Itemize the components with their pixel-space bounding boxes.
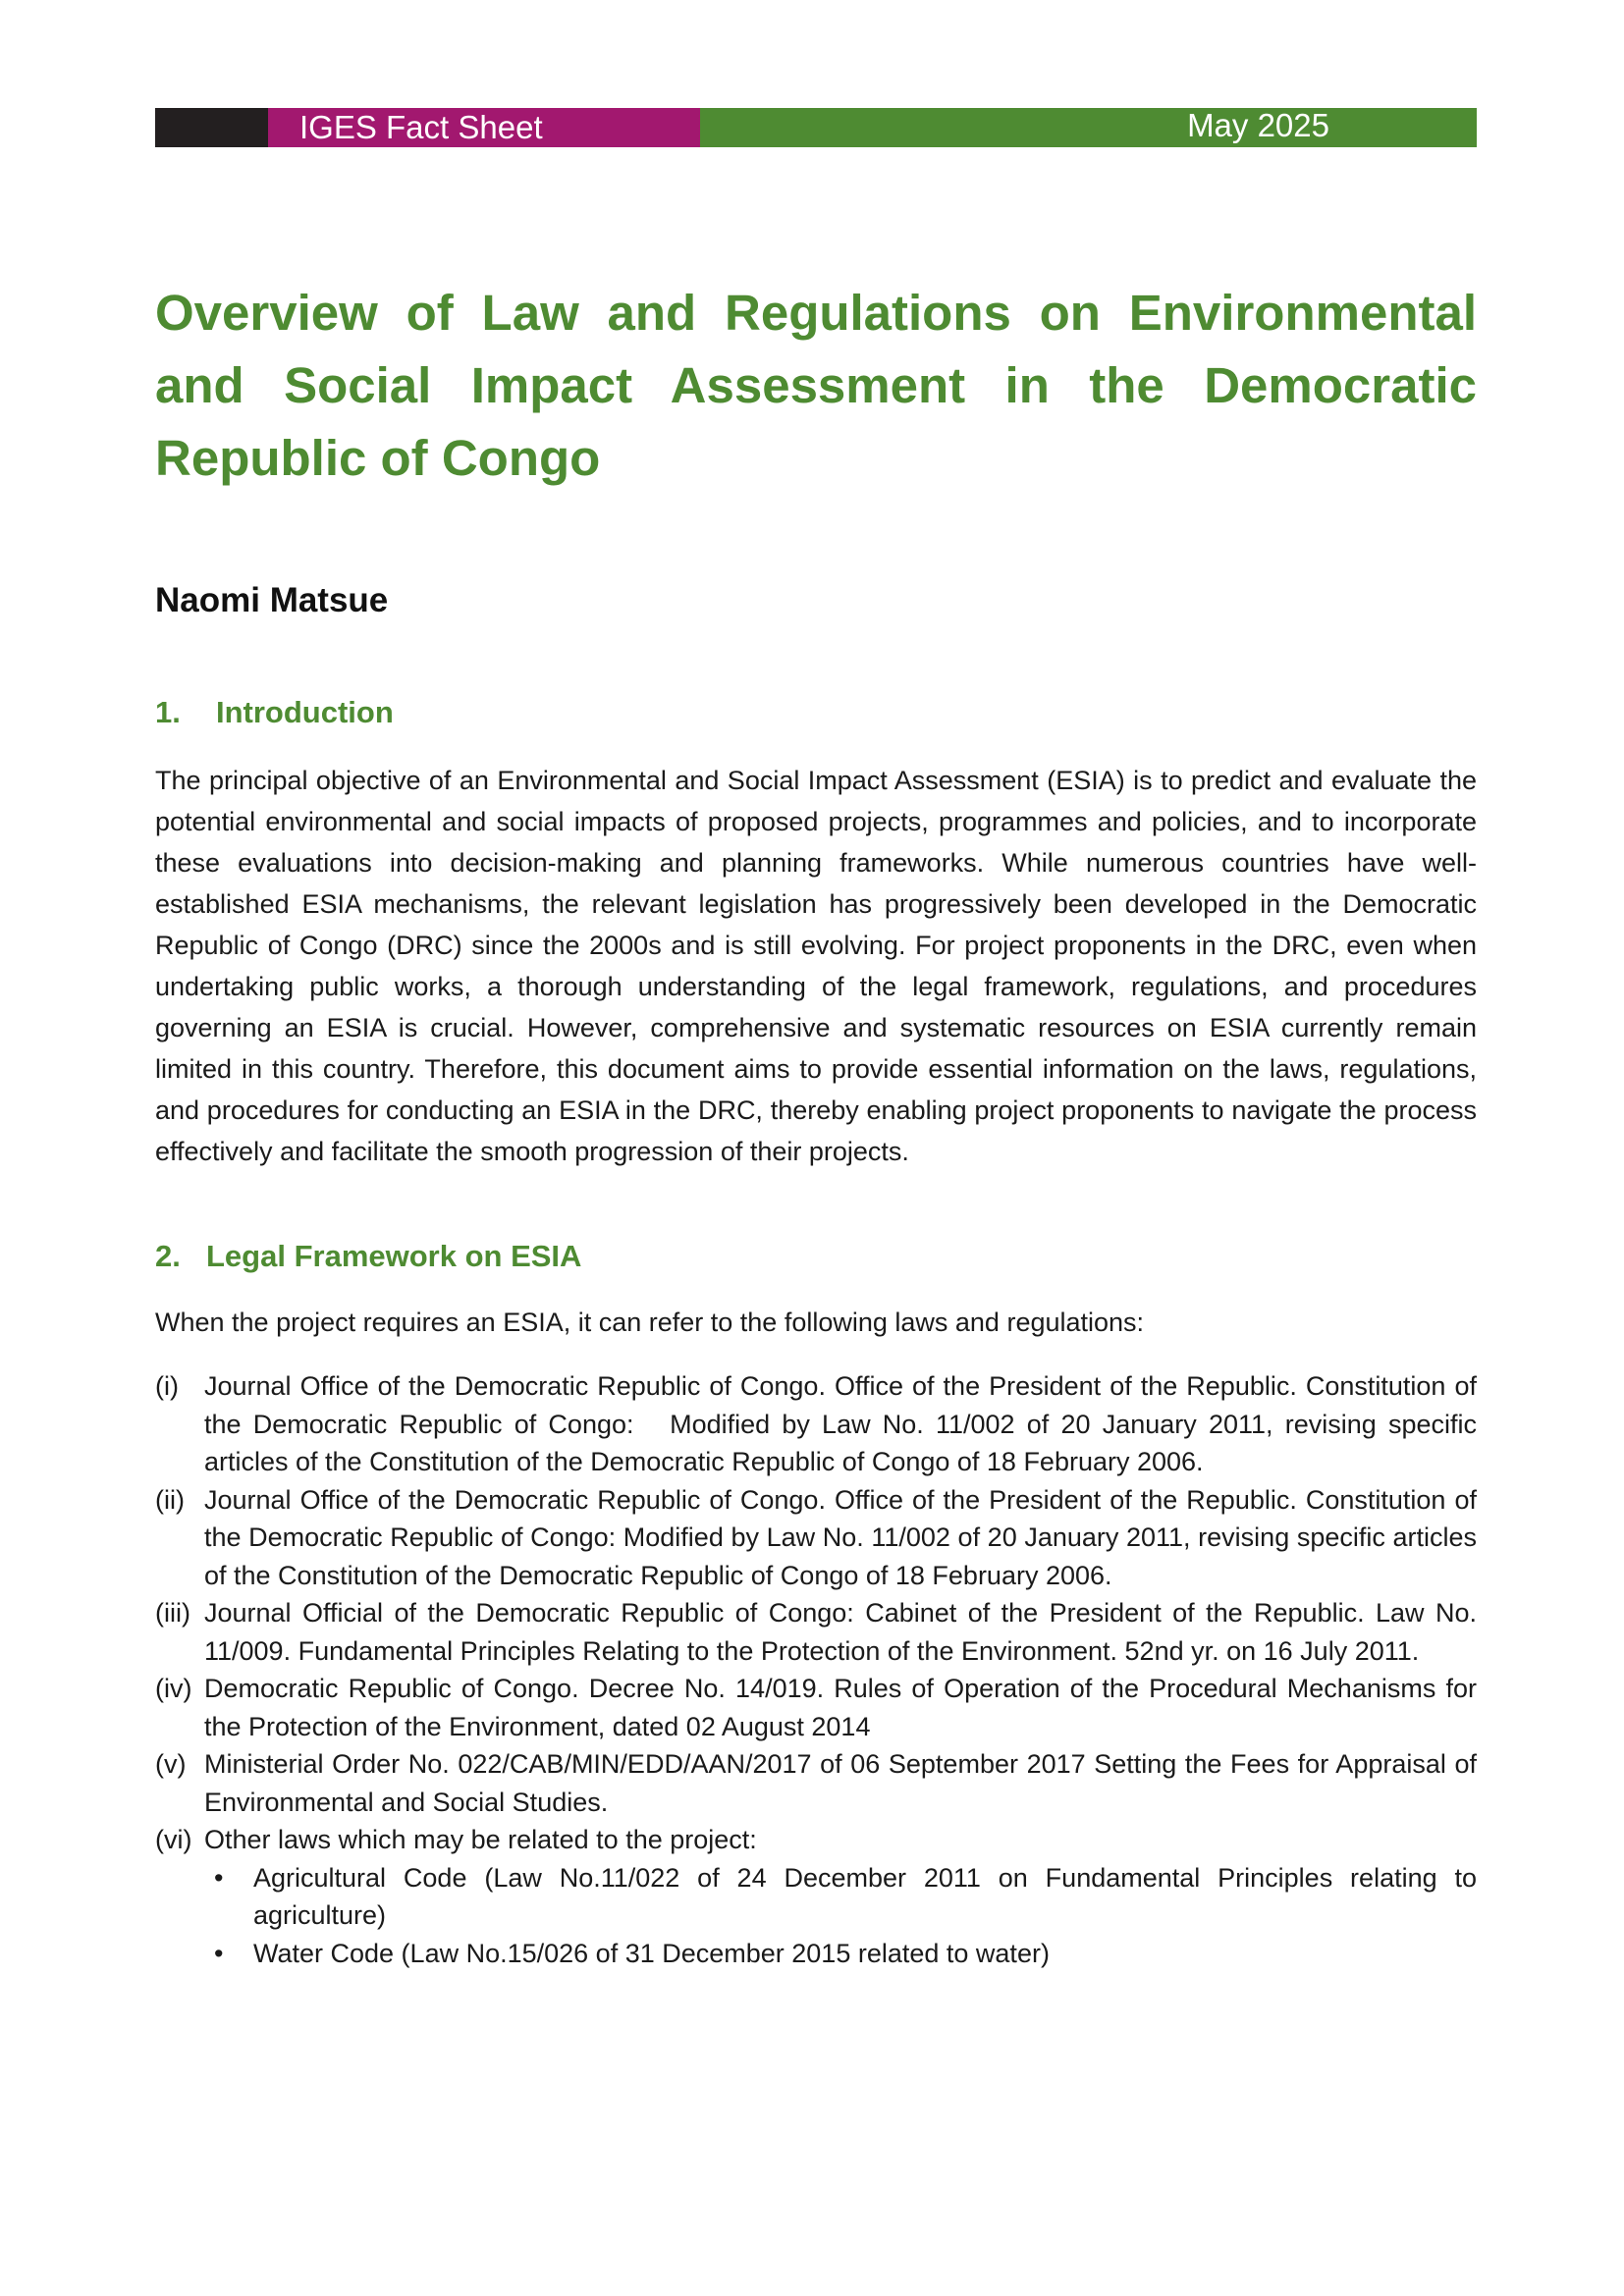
section-title: Introduction xyxy=(216,695,394,729)
author-name: Naomi Matsue xyxy=(155,581,389,619)
list-item-text: Journal Official of the Democratic Republic of Congo: Cabinet of the President of the Republic. Law No. 11/009. Fundamental Principles Relating to the Protection of the Environment. 52nd yr. on 16 July 2011. xyxy=(204,1598,1477,1666)
bullet-item xyxy=(204,1859,1477,1935)
list-item-text: Other laws which may be related to the project: xyxy=(204,1825,757,1854)
list-item xyxy=(155,1670,1477,1745)
other-laws-list xyxy=(204,1859,1477,1973)
list-item-content xyxy=(204,1821,1477,1972)
bullet-icon: • xyxy=(214,1862,224,1893)
list-item-text: Democratic Republic of Congo. Decree No. 14/019. Rules of Operation of the Procedural Mechanisms for the Protection of the Environment, dated 02 August 2014 xyxy=(204,1674,1477,1741)
legal-framework-intro: When the project requires an ESIA, it can refer to the following laws and regulations: xyxy=(155,1308,1145,1337)
legal-references-list xyxy=(155,1367,1477,1972)
list-marker: (iv) xyxy=(155,1674,192,1703)
section-heading-legal-framework xyxy=(155,1239,581,1274)
list-item xyxy=(155,1594,1477,1670)
list-item xyxy=(155,1367,1477,1481)
list-item-text: Journal Office of the Democratic Republic of Congo. Office of the President of the Republic. Constitution of the Democratic Republic of Congo: Modified by Law No. 11/002 of 20 January 2011, revising specific articles of the Constitution of the Democratic Republic of Congo of 18 February 2006. xyxy=(204,1371,1477,1476)
section-number: 2. xyxy=(155,1239,181,1273)
bullet-item-text: Agricultural Code (Law No.11/022 of 24 December 2011 on Fundamental Principles relating to agriculture) xyxy=(253,1862,1477,1930)
list-marker: (vi) xyxy=(155,1825,192,1854)
bullet-item-text: Water Code (Law No.15/026 of 31 December 2015 related to water) xyxy=(253,1938,1050,1968)
list-item xyxy=(155,1481,1477,1595)
section-heading-introduction xyxy=(155,695,394,730)
document-title: Overview of Law and Regulations on Environmental and Social Impact Assessment in the Democratic Republic of Congo xyxy=(155,285,1477,486)
list-item-text: Journal Office of the Democratic Republic of Congo. Office of the President of the Republic. Constitution of the Democratic Republic of Congo: Modified by Law No. 11/002 of 20 January 2011, revising specific articles of the Constitution of the Democratic Republic of Congo of 18 February 2006. xyxy=(204,1484,1477,1590)
section-title: Legal Framework on ESIA xyxy=(206,1239,582,1273)
list-item-text: Ministerial Order No. 022/CAB/MIN/EDD/AAN/2017 of 06 September 2017 Setting the Fees for Appraisal of Environmental and Social Studies. xyxy=(204,1749,1477,1817)
list-marker: (iii) xyxy=(155,1598,190,1628)
bullet-item xyxy=(204,1935,1477,1973)
header-band xyxy=(155,108,1477,147)
factsheet-series-label: IGES Fact Sheet xyxy=(268,108,700,147)
list-marker: (i) xyxy=(155,1371,179,1401)
introduction-paragraph: The principal objective of an Environmental and Social Impact Assessment (ESIA) is to predict and evaluate the potential environmental and social impacts of proposed projects, programmes and policies, and to incorporate these evaluations into decision-making and planning frameworks. While numerous countries have well-established ESIA mechanisms, the relevant legislation has progressively been developed in the Democratic Republic of Congo (DRC) since the 2000s and is still evolving. For project proponents in the DRC, even when undertaking public works, a thorough understanding of the legal framework, regulations, and procedures governing an ESIA is crucial. However, comprehensive and systematic resources on ESIA currently remain limited in this country. Therefore, this document aims to provide essential information on the laws, regulations, and procedures for conducting an ESIA in the DRC, thereby enabling project proponents to navigate the process effectively and facilitate the smooth progression of their projects. xyxy=(155,766,1477,1166)
list-marker: (v) xyxy=(155,1749,187,1779)
list-marker: (ii) xyxy=(155,1484,185,1515)
list-item xyxy=(155,1821,1477,1972)
publication-date: May 2025 xyxy=(700,108,1477,147)
header-band-black-segment xyxy=(155,108,268,147)
list-item xyxy=(155,1745,1477,1821)
bullet-icon: • xyxy=(214,1938,224,1968)
section-number: 1. xyxy=(155,695,181,729)
